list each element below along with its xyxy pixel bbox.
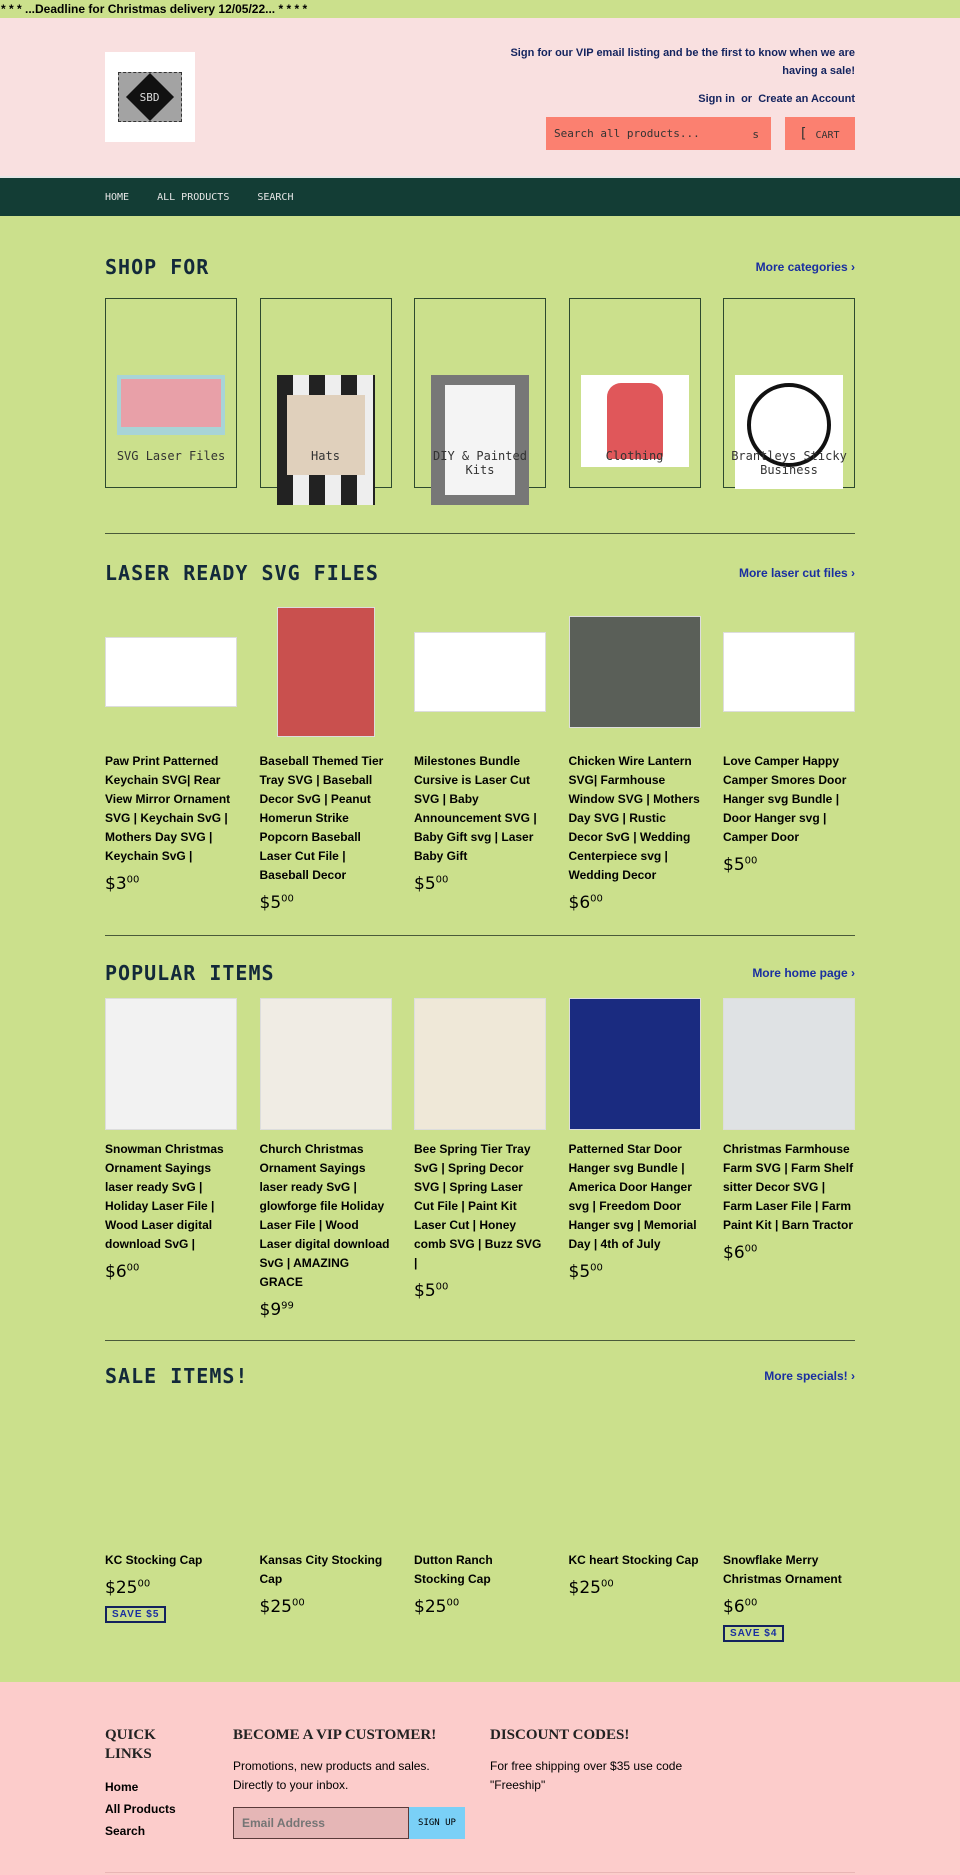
price-dollars: $5	[414, 1281, 436, 1301]
product-price	[569, 1262, 701, 1282]
product-card[interactable]	[723, 998, 855, 1320]
search-input[interactable]	[546, 117, 771, 150]
price-dollars: $6	[568, 893, 591, 913]
nav-all-products[interactable]: ALL PRODUCTS	[157, 191, 230, 203]
product-image[interactable]	[569, 998, 701, 1130]
category-label: Hats	[311, 449, 340, 463]
product-title[interactable]: Kansas City Stocking Cap	[259, 1553, 383, 1586]
product-price	[414, 1597, 546, 1617]
price-dollars: $9	[259, 1300, 282, 1320]
product-image[interactable]	[569, 616, 701, 728]
main-nav	[0, 176, 960, 216]
product-title[interactable]: Patterned Star Door Hanger svg Bundle | America Door Hanger svg | Freedom Door Hanger svg | Memorial Day | 4th of July	[568, 1142, 697, 1251]
vip-title: BECOME A VIP CUSTOMER!	[233, 1727, 437, 1743]
section-title: LASER READY SVG FILES	[105, 561, 379, 585]
product-card[interactable]	[723, 1411, 855, 1642]
category-tile[interactable]	[723, 298, 855, 488]
product-price	[105, 1262, 237, 1282]
product-image[interactable]	[277, 607, 375, 737]
product-title[interactable]: Love Camper Happy Camper Smores Door Hanger svg Bundle | Door Hanger svg | Camper Door	[723, 754, 847, 844]
category-image	[431, 375, 529, 505]
product-image[interactable]	[414, 632, 546, 712]
price-cents: 00	[744, 1243, 758, 1255]
email-input[interactable]	[233, 1807, 409, 1839]
product-title[interactable]: Snowflake Merry Christmas Ornament	[723, 1553, 842, 1586]
price-cents: 00	[126, 1262, 140, 1274]
price-cents: 00	[744, 1597, 758, 1609]
price-cents: 00	[435, 1281, 449, 1293]
product-price	[105, 874, 237, 894]
or-text: or	[741, 93, 753, 105]
discount-title: DISCOUNT CODES!	[490, 1727, 630, 1743]
product-card[interactable]	[569, 998, 701, 1320]
product-price	[414, 1281, 546, 1301]
price-dollars: $25	[259, 1597, 292, 1617]
price-dollars: $5	[259, 893, 282, 913]
product-price	[260, 1300, 392, 1320]
nav-home[interactable]: HOME	[105, 191, 130, 203]
product-card[interactable]	[569, 1411, 701, 1642]
vip-text: Promotions, new products and sales. Directly to your inbox.	[233, 1759, 430, 1792]
logo-text: SBD	[140, 90, 160, 104]
product-card[interactable]	[414, 998, 546, 1320]
product-title[interactable]: Snowman Christmas Ornament Sayings laser ready SvG | Holiday Laser File | Wood Laser digital download SvG |	[105, 1142, 224, 1251]
price-dollars: $5	[723, 855, 745, 875]
product-title[interactable]: Bee Spring Tier Tray SvG | Spring Decor SVG | Spring Laser Cut File | Paint Kit Laser Cut | Honey comb SVG | Buzz SVG |	[414, 1142, 542, 1270]
price-dollars: $25	[105, 1578, 138, 1598]
price-cents: 99	[281, 1300, 294, 1312]
product-image[interactable]	[723, 632, 855, 712]
more-laser-link[interactable]: More laser cut files ›	[738, 566, 855, 580]
section-title: POPULAR ITEMS	[105, 961, 275, 985]
save-badge: SAVE $4	[723, 1625, 784, 1642]
price-cents: 00	[446, 1597, 460, 1609]
product-card[interactable]	[260, 602, 392, 913]
product-card[interactable]	[105, 998, 237, 1320]
product-title[interactable]: Church Christmas Ornament Sayings laser ready SvG | glowforge file Holiday Laser File | Wood Laser digital download SvG | AMAZING GRACE	[259, 1142, 390, 1289]
search-placeholder: Search all products...	[554, 127, 700, 140]
category-tile[interactable]	[414, 298, 546, 488]
product-title[interactable]: Christmas Farmhouse Farm SVG | Farm Shelf sitter Decor SVG | Farm Laser File | Farm Paint Kit | Barn Tractor	[723, 1142, 854, 1232]
price-cents: 00	[291, 1597, 305, 1609]
product-image[interactable]	[723, 998, 855, 1130]
product-card[interactable]	[723, 602, 855, 913]
more-categories-link[interactable]: More categories ›	[755, 260, 855, 274]
product-price	[723, 1597, 855, 1617]
price-cents: 00	[281, 893, 294, 905]
product-title[interactable]: Baseball Themed Tier Tray SVG | Baseball Decor SvG | Peanut Homerun Strike Popcorn Baseball Laser Cut File | Baseball Decor	[259, 754, 384, 882]
more-home-link[interactable]: More home page ›	[752, 966, 855, 980]
sign-up-button[interactable]: SIGN UP	[409, 1807, 465, 1839]
product-card[interactable]	[260, 1411, 392, 1642]
footer	[0, 1682, 960, 1875]
product-price	[260, 893, 392, 913]
footer-link-home[interactable]: Home	[105, 1780, 139, 1794]
price-dollars: $6	[723, 1243, 745, 1263]
quick-links-title: QUICK LINKS	[105, 1727, 156, 1762]
sign-in-link[interactable]: Sign in	[698, 93, 735, 105]
price-cents: 00	[137, 1578, 151, 1590]
cart-icon: [	[799, 126, 808, 142]
price-dollars: $25	[568, 1578, 601, 1598]
search-icon[interactable]: s	[752, 128, 759, 141]
product-card[interactable]	[414, 1411, 546, 1642]
category-image	[277, 375, 375, 505]
more-specials-link[interactable]: More specials! ›	[764, 1369, 855, 1383]
product-card[interactable]	[414, 602, 546, 913]
product-title[interactable]: KC Stocking Cap	[105, 1553, 203, 1567]
product-price	[569, 1578, 701, 1598]
cart-button[interactable]	[785, 117, 855, 150]
logo[interactable]	[105, 52, 195, 142]
cart-label: CART	[815, 130, 840, 141]
product-title[interactable]: Chicken Wire Lantern SVG| Farmhouse Window SVG | Mothers Day SVG | Rustic Decor SvG | Wedding Centerpiece svg | Wedding Decor	[568, 754, 700, 882]
category-tile[interactable]	[260, 298, 392, 488]
price-dollars: $5	[568, 1262, 591, 1282]
nav-search[interactable]: SEARCH	[257, 191, 294, 203]
product-price	[569, 893, 701, 913]
product-price	[414, 874, 546, 894]
price-cents: 00	[590, 893, 603, 905]
price-dollars: $3	[105, 874, 127, 894]
product-image[interactable]	[105, 998, 237, 1130]
product-image[interactable]	[105, 637, 237, 707]
category-tile[interactable]	[105, 298, 237, 488]
product-card[interactable]	[260, 998, 392, 1320]
category-label: Brantleys Sticky Business	[731, 449, 847, 477]
section-title: SHOP FOR	[105, 255, 210, 279]
category-label: DIY & Painted Kits	[433, 449, 527, 477]
category-image	[117, 375, 225, 435]
product-price	[105, 1578, 237, 1598]
product-title[interactable]: Dutton Ranch Stocking Cap	[414, 1553, 493, 1586]
announcement-bar: * * * ...Deadline for Christmas delivery 12/05/22... * * * *	[0, 0, 960, 18]
product-title[interactable]: Paw Print Patterned Keychain SVG| Rear View Mirror Ornament SVG | Keychain SvG | Mothers Day SVG | Keychain SvG |	[105, 754, 231, 863]
save-badge: SAVE $5	[105, 1606, 166, 1623]
category-tile[interactable]	[569, 298, 701, 488]
price-cents: 00	[126, 874, 140, 886]
category-label: SVG Laser Files	[116, 449, 226, 463]
product-card[interactable]	[105, 1411, 237, 1642]
price-dollars: $6	[723, 1597, 745, 1617]
product-title[interactable]: KC heart Stocking Cap	[568, 1553, 699, 1567]
price-cents: 00	[744, 855, 758, 867]
product-price	[723, 1243, 855, 1263]
footer-link-all-products[interactable]: All Products	[105, 1802, 176, 1816]
price-cents: 00	[590, 1262, 603, 1274]
product-card[interactable]	[569, 602, 701, 913]
create-account-link[interactable]: Create an Account	[758, 93, 855, 105]
footer-link-search[interactable]: Search	[105, 1824, 146, 1838]
vip-text: Sign for our VIP email listing and be the first to know when we are having a sale!	[510, 47, 855, 77]
category-label: Clothing	[605, 449, 664, 463]
price-dollars: $25	[414, 1597, 447, 1617]
product-image[interactable]	[260, 998, 392, 1130]
product-price	[723, 855, 855, 875]
price-dollars: $6	[105, 1262, 127, 1282]
product-title[interactable]: Milestones Bundle Cursive is Laser Cut SVG | Baby Announcement SVG | Baby Gift svg | Laser Baby Gift	[414, 754, 537, 863]
price-cents: 00	[600, 1578, 614, 1590]
product-card[interactable]	[105, 602, 237, 913]
price-dollars: $5	[414, 874, 436, 894]
section-title: SALE ITEMS!	[105, 1364, 249, 1388]
site-header	[0, 18, 960, 176]
price-cents: 00	[435, 874, 449, 886]
product-image[interactable]	[414, 998, 546, 1130]
product-price	[260, 1597, 392, 1617]
discount-text: For free shipping over $35 use code "Freeship"	[490, 1759, 683, 1792]
